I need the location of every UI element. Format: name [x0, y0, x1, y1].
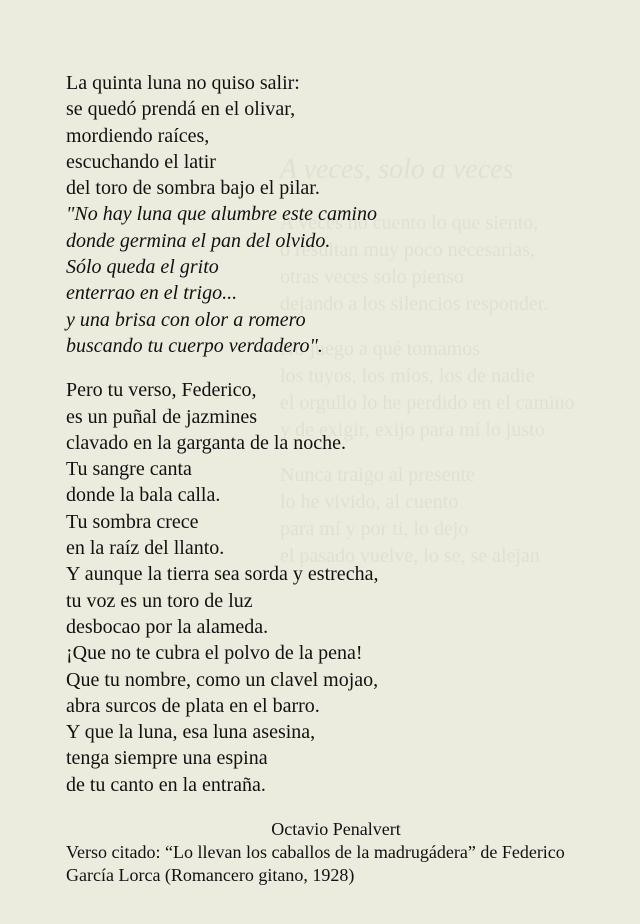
bleed-line: dejando a los silencios responder.	[280, 293, 549, 315]
poem-line: en la raíz del llanto.	[66, 537, 225, 560]
poem-line: donde la bala calla.	[66, 484, 221, 507]
poem-line: del toro de sombra bajo el pilar.	[66, 177, 320, 200]
poem-line: Pero tu verso, Federico,	[66, 379, 257, 402]
bleed-line: No juego a qué tomamos	[280, 338, 480, 360]
bleed-line: y de exigir, exijo para mí lo justo	[280, 419, 545, 441]
poem-line: Tu sombra crece	[66, 510, 199, 533]
bleed-line: lo he vivido, al cuento	[280, 491, 459, 513]
poem-footer	[66, 818, 606, 887]
poem-line: y una brisa con olor a romero	[66, 308, 306, 331]
poem-line: escuchando el latir	[66, 150, 216, 173]
bleed-title: A veces, solo a veces	[280, 154, 514, 185]
bleed-line: los tuyos, los míos, los de nadie	[280, 365, 535, 387]
citation-line-2: García Lorca (Romancero gitano, 1928)	[66, 865, 355, 885]
poem-line: La quinta luna no quiso salir:	[66, 72, 300, 94]
poem-line: tenga siempre una espina	[66, 747, 268, 770]
citation-line-1: Verso citado: “Lo llevan los caballos de la madrugádera” de Federico	[66, 842, 565, 862]
bleed-line: para mí y por ti, lo dejo	[280, 518, 469, 540]
poem-stanza-2	[66, 377, 626, 798]
poem-line: mordiendo raíces,	[66, 124, 210, 147]
poem-line: de tu canto en la entraña.	[66, 773, 266, 796]
poem-line: donde germina el pan del olvido.	[66, 229, 331, 252]
poem-line: se quedó prendá en el olivar,	[66, 98, 296, 121]
bleed-line: Nunca traigo al presente	[280, 464, 475, 486]
bleed-line: otras veces solo pienso	[280, 266, 464, 288]
poem	[66, 70, 626, 816]
poem-line: Y que la luna, esa luna asesina,	[66, 721, 316, 744]
poem-line: "No hay luna que alumbre este camino	[66, 203, 377, 226]
poem-line: Que tu nombre, como un clavel mojao,	[66, 668, 379, 691]
poem-stanza-1	[66, 70, 626, 359]
poem-line: Tu sangre canta	[66, 458, 192, 481]
poem-line: desbocao por la alameda.	[66, 615, 269, 638]
poem-line: buscando tu cuerpo verdadero".	[66, 334, 323, 357]
poem-line: clavado en la garganta de la noche.	[66, 431, 347, 454]
author-name: Octavio Penalvert	[271, 819, 401, 839]
poem-line: enterrao en el trigo...	[66, 282, 238, 305]
bleed-line: el pasado vuelve, lo se, se alejan	[280, 545, 540, 567]
bleed-line: A veces no cuento lo que siento,	[280, 212, 539, 234]
poem-line: tu voz es un toro de luz	[66, 589, 253, 612]
bleed-line: el orgullo lo he perdido en el camino	[280, 392, 575, 414]
poem-line: ¡Que no te cubra el polvo de la pena!	[66, 642, 363, 665]
poem-line: es un puñal de jazmines	[66, 405, 258, 428]
bleed-line: o resultan muy poco necesarias,	[280, 239, 535, 261]
poem-line: Y aunque la tierra sea sorda y estrecha,	[66, 563, 379, 586]
poem-line: Sólo queda el grito	[66, 256, 219, 279]
poem-line: abra surcos de plata en el barro.	[66, 694, 320, 717]
